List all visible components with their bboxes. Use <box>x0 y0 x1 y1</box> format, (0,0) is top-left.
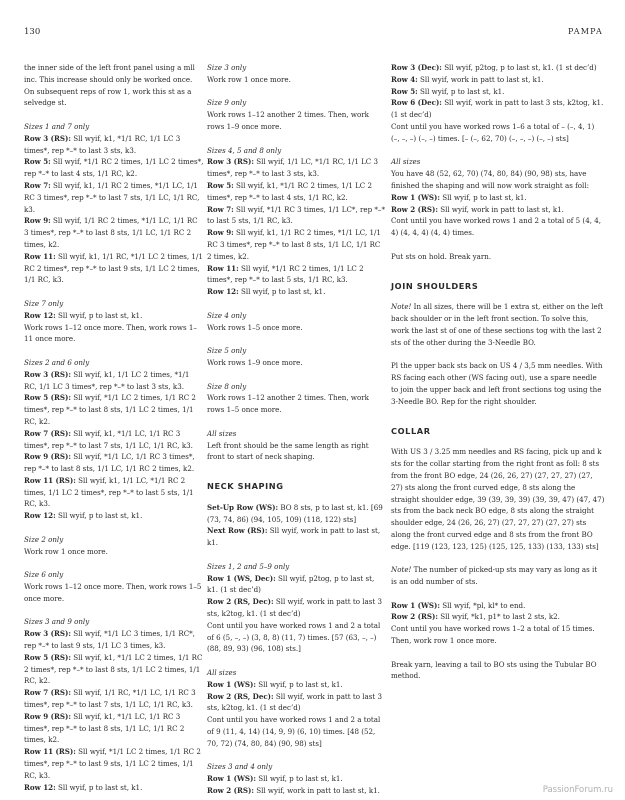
row-label: Row 5: <box>207 180 234 190</box>
note-text: The number of picked-up sts may vary as long as it is an odd number of sts. <box>391 565 598 587</box>
row-text: Sll wyif, work in patt to last st, k1. <box>253 786 380 796</box>
instruction-row <box>207 525 385 549</box>
instruction-text: Work rows 1–12 another 2 times. Then, work rows 1–5 once more. <box>207 393 369 415</box>
column-left <box>24 62 204 793</box>
instruction-row <box>207 785 385 797</box>
instruction-row <box>24 628 204 652</box>
instruction-row <box>24 652 204 687</box>
subheading: Size 9 only <box>207 98 247 108</box>
row-label: Row 2 (RS): <box>391 612 438 622</box>
instruction-row <box>24 133 204 157</box>
row-text: Sll wyif, p to last st, k1. <box>55 511 143 521</box>
row-label: Row 2 (RS, Dec): <box>207 597 274 607</box>
subheading: Size 2 only <box>24 534 64 544</box>
row-text: Sll wyif, work in patt to last st, k1. <box>417 74 544 84</box>
instruction-text: Work rows 1–5 once more. <box>207 322 303 332</box>
instruction-row <box>207 263 385 287</box>
subheading: Size 7 only <box>24 298 64 308</box>
note-paragraph <box>391 564 605 588</box>
row-text: Sll wyif, *1/1 RC 2 times, 1/1 LC 2 times*, rep *–* to last 5 sts, 1/1 RC, k3. <box>207 263 364 285</box>
instruction-row <box>391 97 605 121</box>
row-text: Sll wyif, k1, 1/1 RC, *1/1 LC 2 times, 1/1 RC 2 times*, rep *–* to last 9 sts, 1/1 LC 2 times, 1/1 RC, k3. <box>24 251 203 285</box>
row-text: Sll wyif, p to last st, k1. <box>440 192 527 202</box>
subheading: Sizes 4, 5 and 8 only <box>207 145 282 155</box>
instruction-row <box>391 74 605 86</box>
column-middle <box>207 62 385 797</box>
subheading: Size 4 only <box>207 310 247 320</box>
row-text: Sll wyif, p to last st, k1. <box>256 774 343 784</box>
subheading: All sizes <box>207 668 237 678</box>
instruction-row <box>391 192 605 204</box>
row-text: Sll wyif, *k1, p1* to last 2 sts, k2. <box>437 612 560 622</box>
row-text: BO 8 sts, p to last st, k1. [69 (73, 74, 86) (94, 105, 109) (118, 122) sts] <box>207 502 383 524</box>
instruction-row <box>24 687 204 711</box>
instruction-row <box>24 475 204 510</box>
instruction-row <box>391 611 605 623</box>
row-text: Sll wyif, *1/1 LC 3 times, 1/1 RC*, rep *–* to last 9 sts, 1/1 LC 3 times, k3. <box>24 629 195 651</box>
row-label: Row 1 (WS): <box>391 192 441 202</box>
instruction-row <box>207 180 385 204</box>
row-label: Row 6 (Dec): <box>391 98 442 108</box>
row-label: Row 7 (RS): <box>24 428 71 438</box>
instruction-row <box>391 62 605 74</box>
row-text: Sll wyif, *1/1 RC 3 times, 1/1 LC*, rep *–* to last 5 sts, 1/1 RC, k3. <box>207 204 385 226</box>
row-label: Row 2 (RS): <box>207 786 254 796</box>
row-text: Sll wyif, k1, 1/1 RC 2 times, *1/1 LC, 1/1 RC 3 times*, rep *–* to last 7 sts, 1/1 LC, 1/1 RC, k3. <box>24 180 200 214</box>
row-text: Sll wyif, p to last st, k1. <box>417 86 505 96</box>
instruction-text: You have 48 (52, 62, 70) (74, 80, 84) (90, 98) sts, have finished the shaping and will now work straight as foll: <box>391 169 589 190</box>
row-text: Sll wyif, work in patt to last st, k1. <box>437 204 564 214</box>
subheading: Sizes 2 and 6 only <box>24 357 90 367</box>
row-label: Row 12: <box>24 310 56 320</box>
instruction-row <box>24 451 204 475</box>
row-label: Row 1 (WS): <box>391 600 441 610</box>
instruction-row <box>207 679 385 691</box>
row-text: Sll wyif, p to last st, k1. <box>256 679 343 689</box>
row-label: Row 5: <box>24 157 51 167</box>
instruction-text: Work rows 1–12 once more. Then, work rows 1–5 once more. <box>24 582 202 603</box>
instruction-text: Cont until you have worked rows 1 and 2 a total of 5 (4, 4, 4) (4, 4, 4) (4, 4) times. <box>391 216 601 238</box>
row-label: Row 11 (RS): <box>24 475 76 485</box>
instruction-row <box>24 510 204 522</box>
row-label: Row 12: <box>24 511 56 521</box>
row-text: Sll wyif, k1, 1/1 LC 2 times, *1/1 RC, 1/1 LC 3 times*, rep *–* to last 3 sts, k3. <box>24 369 190 391</box>
instruction-text: Work rows 1–9 once more. <box>207 357 303 367</box>
instruction-row <box>24 392 204 427</box>
row-label: Row 9 (RS): <box>24 452 71 462</box>
instruction-text: Work rows 1–12 once more. Then, work rows 1–11 once more. <box>24 322 197 344</box>
row-label: Row 3 (Dec): <box>391 63 442 72</box>
row-label: Row 7: <box>207 204 234 214</box>
instruction-row <box>24 310 204 322</box>
row-label: Row 5: <box>391 86 418 96</box>
subheading: All sizes <box>391 157 421 167</box>
instruction-row <box>24 746 204 781</box>
subheading: Size 8 only <box>207 381 247 391</box>
instruction-row <box>391 600 605 612</box>
page-number: 130 <box>24 27 41 37</box>
row-label: Row 3 (RS): <box>24 133 71 143</box>
book-title: PAMPA <box>567 27 603 36</box>
subheading: All sizes <box>207 428 237 438</box>
instruction-text: Cont until you have worked rows 1 and 2 a total of 6 (5, –, –) (3, 8, 8) (11, 7) times. [57 (63, –, –) (88, 89, 93) (96, 108) sts.] <box>207 620 381 654</box>
instruction-row <box>207 502 385 526</box>
row-text: Sll wyif, work in patt to last 3 sts, k2tog, k1. (1 st dec’d) <box>207 597 383 619</box>
instruction-row <box>207 596 385 620</box>
note-paragraph <box>391 301 605 348</box>
row-label: Row 12: <box>24 782 56 792</box>
row-label: Row 5 (RS): <box>24 652 71 662</box>
row-label: Row 9: <box>207 228 234 238</box>
instruction-row <box>207 691 385 715</box>
note-text: In all sizes, there will be 1 extra st, either on the left back shoulder or in the left front section. To solve this, work the last st of one of these sections tog with the last 2 sts of the other during the 3-Needle BO. <box>391 302 604 347</box>
row-label: Next Row (RS): <box>207 526 268 536</box>
row-label: Row 2 (RS): <box>391 204 438 214</box>
subheading: Sizes 3 and 4 only <box>207 762 273 772</box>
instruction-text: Break yarn, leaving a tail to BO sts using the Tubular BO method. <box>391 659 597 681</box>
row-label: Row 9 (RS): <box>24 711 71 721</box>
instruction-row <box>207 204 385 228</box>
instruction-text: Cont until you have worked rows 1–2 a total of 15 times. Then, work row 1 once more. <box>391 624 595 646</box>
row-text: Sll wyif, 1/1 RC, *1/1 LC, 1/1 RC 3 times*, rep *–* to last 7 sts, 1/1 LC, 1/1 RC, k3. <box>24 688 196 710</box>
instruction-row <box>24 156 204 180</box>
instruction-text: Put sts on hold. Break yarn. <box>391 251 492 261</box>
row-label: Row 3 (RS): <box>24 629 71 639</box>
instruction-row <box>24 180 204 215</box>
instruction-row <box>24 369 204 393</box>
row-text: Sll wyif, *1/1 LC 2 times, 1/1 RC 2 times*, rep *–* to last 8 sts, 1/1 LC 2 times, 1/1 RC, k2. <box>24 393 196 426</box>
instruction-text: Pl the upper back sts back on US 4 / 3,5 mm needles. With RS facing each other (WS facing out), use a spare needle to join the upper back and left front sections tog using the 3-Needle BO. Rep for the right shoulder. <box>391 361 603 406</box>
row-text: Sll wyif, work in patt to last 3 sts, k2tog, k1. (1 st dec’d) <box>391 98 604 120</box>
row-label: Row 7 (RS): <box>24 688 71 698</box>
row-label: Row 5 (RS): <box>24 393 71 403</box>
row-label: Row 11: <box>24 251 56 261</box>
row-text: Sll wyif, k1, *1/1 RC 2 times, 1/1 LC 2 times*, rep *–* to last 4 sts, 1/1 RC, k2. <box>207 180 373 202</box>
page-header <box>24 27 603 41</box>
row-label: Row 9: <box>24 216 51 226</box>
row-text: Sll wyif, 1/1 RC 2 times, *1/1 LC, 1/1 RC 3 times*, rep *–* to last 8 sts, 1/1 LC, 1/1 RC 2 times, k2. <box>24 216 198 249</box>
row-label: Row 11 (RS): <box>24 747 76 757</box>
row-label: Row 11: <box>207 263 239 273</box>
instruction-row <box>207 227 385 262</box>
subheading: Sizes 1 and 7 only <box>24 121 90 131</box>
instruction-text: Left front should be the same length as right front to start of neck shaping. <box>207 440 369 462</box>
row-label: Row 7: <box>24 180 51 190</box>
instruction-row <box>24 215 204 250</box>
section-heading-neck-shaping: NECK SHAPING <box>207 481 284 492</box>
instruction-text: With US 3 / 3.25 mm needles and RS facing, pick up and k sts for the collar starting from the right front as foll: 8 sts from the front BO edge, 24 (26, 26, 27) (27, 27, 27) (27, 27) sts along the front curved edge, 8 sts along the straight shoulder edge, 39 (39, 39, 39) (39, 39, 47) (47, 47) sts from the back neck BO edge, 8 sts along the straight shoulder edge, 24 (26, 26, 27) (27, 27, 27) (27, 27) sts along the front curved edge and 8 sts from the front BO edge. [119 (123, 123, 125) (125, 125, 133) (133, 133) sts] <box>391 447 605 551</box>
row-text: Sll wyif, 1/1 LC, *1/1 RC, 1/1 LC 3 times*, rep *–* to last 3 sts, k3. <box>207 157 378 179</box>
row-text: Sll wyif, p to last st, k1. <box>55 310 143 320</box>
row-text: Sll wyif, work in patt to last st, k1. <box>207 526 381 548</box>
instruction-text: Work row 1 once more. <box>24 546 108 556</box>
instruction-row <box>207 573 385 597</box>
instruction-row <box>24 251 204 286</box>
instruction-row <box>391 204 605 216</box>
instruction-text: Cont until you have worked rows 1 and 2 a total of 9 (11, 4, 14) (14, 9, 9) (6, 10) times. [48 (52, 70, 72) (74, 80, 84) (90, 98) sts] <box>207 715 381 748</box>
row-text: Sll wyif, *pl, kl* to end. <box>440 600 526 610</box>
row-text: Sll wyif, k1, *1/1 RC, 1/1 LC 3 times*, rep *–* to last 3 sts, k3. <box>24 133 181 155</box>
note-label: Note! <box>391 565 412 575</box>
instruction-row <box>207 156 385 180</box>
row-text: Sll wyif, *1/1 LC 2 times, 1/1 RC 2 times*, rep *–* to last 9 sts, 1/1 LC 2 times, 1/1 RC, k3. <box>24 747 201 780</box>
subheading: Size 3 only <box>207 63 247 72</box>
row-label: Row 3 (RS): <box>207 157 254 167</box>
subheading: Size 6 only <box>24 570 64 580</box>
row-label: Row 1 (WS): <box>207 774 257 784</box>
subheading: Sizes 3 and 9 only <box>24 617 90 627</box>
instruction-row <box>207 773 385 785</box>
instruction-row <box>207 286 385 298</box>
instruction-text: Cont until you have worked rows 1–6 a total of – (–, 4, 1) (–, –, –) (–, –) times. [– (–, 62, 70) (–, –, –) (–, –) sts] <box>391 121 595 143</box>
row-text: Sll wyif, work in patt to last 3 sts, k2tog, k1. (1 st dec’d) <box>207 691 383 713</box>
section-heading-join-shoulders: JOIN SHOULDERS <box>391 280 479 291</box>
row-text: Sll wyif, p to last st, k1. <box>55 782 143 792</box>
row-label: Row 3 (RS): <box>24 369 71 379</box>
row-text: Sll wyif, k1, *1/1 LC, 1/1 RC 3 times*, rep *–* to last 8 sts, 1/1 LC, 1/1 RC 2 times, k2. <box>24 711 185 745</box>
row-label: Row 2 (RS, Dec): <box>207 691 274 701</box>
instruction-row <box>391 86 605 98</box>
row-text: Sll wyif, k1, *1/1 LC 2 times, 1/1 RC 2 times*, rep *–* to last 8 sts, 1/1 LC 2 times, 1/1 RC, k2. <box>24 652 203 686</box>
instruction-text: Work rows 1–12 another 2 times. Then, work rows 1–9 once more. <box>207 110 369 131</box>
subheading: Size 5 only <box>207 346 247 356</box>
row-label: Row 12: <box>207 287 239 297</box>
row-text: Sll wyif, *1/1 LC, 1/1 RC 3 times*, rep *–* to last 8 sts, 1/1 LC, 1/1 RC 2 times, k2. <box>24 452 195 474</box>
row-text: Sll wyif, p2tog, p to last st, k1. (1 st dec’d) <box>207 573 375 595</box>
row-text: Sll wyif, k1, 1/1 LC, *1/1 RC 2 times, 1/1 LC 2 times*, rep *–* to last 5 sts, 1/1 RC, k3. <box>24 475 194 509</box>
row-text: Sll wyif, p to last st, k1. <box>238 287 326 297</box>
intro-paragraph: the inner side of the left front panel using a mll inc. This increase should only be worked once. On subsequent reps of row 1, work this st as a selvedge st. <box>24 63 195 108</box>
instruction-row <box>24 428 204 452</box>
row-label: Set-Up Row (WS): <box>207 502 279 512</box>
note-label: Note! <box>391 302 412 312</box>
row-label: Row 1 (WS): <box>207 679 257 689</box>
watermark: PassionForum.ru <box>542 785 613 795</box>
instruction-text: Work row 1 once more. <box>207 74 291 84</box>
row-label: Row 1 (WS, Dec): <box>207 573 276 583</box>
instruction-row <box>24 711 204 746</box>
row-text: Sll wyif, *1/1 RC 2 times, 1/1 LC 2 times*, rep *–* to last 4 sts, 1/1 RC, k2. <box>24 157 204 179</box>
row-text: Sll wyif, k1, 1/1 RC 2 times, *1/1 LC, 1/1 RC 3 times*, rep *–* to last 8 sts, 1/1 LC, 1/1 RC 2 times, k2. <box>207 228 381 261</box>
row-text: Sll wyif, k1, *1/1 LC, 1/1 RC 3 times*, rep *–* to last 7 sts, 1/1 LC, 1/1 RC, k3. <box>24 428 193 450</box>
instruction-row <box>24 782 204 794</box>
subheading: Sizes 1, 2 and 5–9 only <box>207 561 290 571</box>
section-heading-collar: COLLAR <box>391 425 431 436</box>
row-text: Sll wyif, p2tog, p to last st, k1. (1 st dec’d) <box>441 63 597 72</box>
column-right <box>391 62 605 682</box>
row-label: Row 4: <box>391 74 418 84</box>
